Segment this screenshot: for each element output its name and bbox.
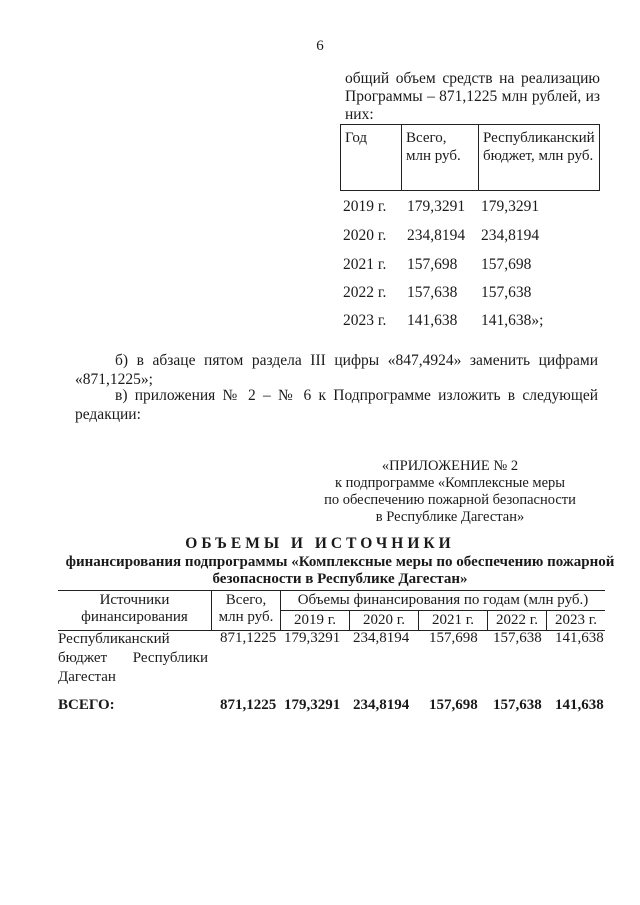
- header-budget: Республиканский бюджет, млн руб.: [479, 125, 600, 191]
- row-year: 2021 г.: [343, 256, 387, 273]
- appendix-line: к подпрограмме «Комплексные меры: [334, 475, 565, 491]
- row-source: ВСЕГО:: [58, 697, 115, 713]
- row-source: Республиканский бюджет Республики Дагестан: [58, 631, 208, 685]
- row-year: 2020 г.: [343, 227, 387, 244]
- row-value: 179,3291: [284, 630, 341, 646]
- row-year: 2023 г.: [343, 312, 387, 329]
- row-budget: 157,638: [481, 284, 532, 301]
- row-total: 179,3291: [407, 198, 466, 215]
- year-header: 2020 г.: [350, 611, 419, 631]
- intro-text: общий объем средств на реализацию Программы – 871,1225 млн рублей, из них:: [345, 70, 600, 123]
- row-value: 157,698: [429, 697, 478, 713]
- row-budget: 234,8194: [481, 227, 540, 244]
- header-year: Год: [341, 125, 402, 191]
- year-header: 2022 г.: [488, 611, 547, 631]
- year-header: 2019 г.: [281, 611, 350, 631]
- row-total: 871,1225: [220, 630, 277, 646]
- year-header: 2023 г.: [547, 611, 606, 631]
- row-year: 2022 г.: [343, 284, 387, 301]
- paragraph-b: б) в абзаце пятом раздела III цифры «847,4924» заменить цифрами «871,1225»;: [75, 352, 598, 388]
- row-value: 157,638: [493, 630, 542, 646]
- header-years-group: Объемы финансирования по годам (млн руб.): [281, 591, 606, 611]
- page-number: 6: [316, 38, 324, 54]
- row-total: 234,8194: [407, 227, 466, 244]
- row-budget: 141,638»;: [481, 312, 544, 329]
- appendix-line: по обеспечению пожарной безопасности: [324, 492, 576, 508]
- section-subtitle: финансирования подпрограммы «Комплексные меры по обеспечению пожарной безопасности в Республике Дагестан»: [65, 554, 615, 587]
- appendix-line: в Республике Дагестан»: [375, 509, 525, 525]
- row-value: 157,698: [429, 630, 478, 646]
- header-sources: Источники финансирования: [58, 591, 212, 631]
- funding-table-header: [340, 124, 600, 191]
- paragraph-v: в) приложения № 2 – № 6 к Подпрограмме изложить в следующей редакции:: [75, 387, 598, 423]
- financing-table: [58, 590, 605, 631]
- header-total: Всего, млн руб.: [212, 591, 281, 631]
- row-total: 871,1225: [220, 697, 277, 713]
- row-value: 234,8194: [353, 630, 410, 646]
- header-total: Всего, млн руб.: [402, 125, 479, 191]
- row-value: 141,638: [555, 630, 604, 646]
- row-budget: 157,698: [481, 256, 532, 273]
- row-total: 157,638: [407, 284, 458, 301]
- row-value: 234,8194: [353, 697, 410, 713]
- row-value: 141,638: [555, 697, 604, 713]
- row-total: 141,638: [407, 312, 458, 329]
- row-total: 157,698: [407, 256, 458, 273]
- appendix-title: «ПРИЛОЖЕНИЕ № 2: [381, 458, 519, 474]
- year-header: 2021 г.: [419, 611, 488, 631]
- row-budget: 179,3291: [481, 198, 540, 215]
- row-value: 157,638: [493, 697, 542, 713]
- row-value: 179,3291: [284, 697, 341, 713]
- row-year: 2019 г.: [343, 198, 387, 215]
- section-title: ОБЪЕМЫ И ИСТОЧНИКИ: [185, 535, 455, 552]
